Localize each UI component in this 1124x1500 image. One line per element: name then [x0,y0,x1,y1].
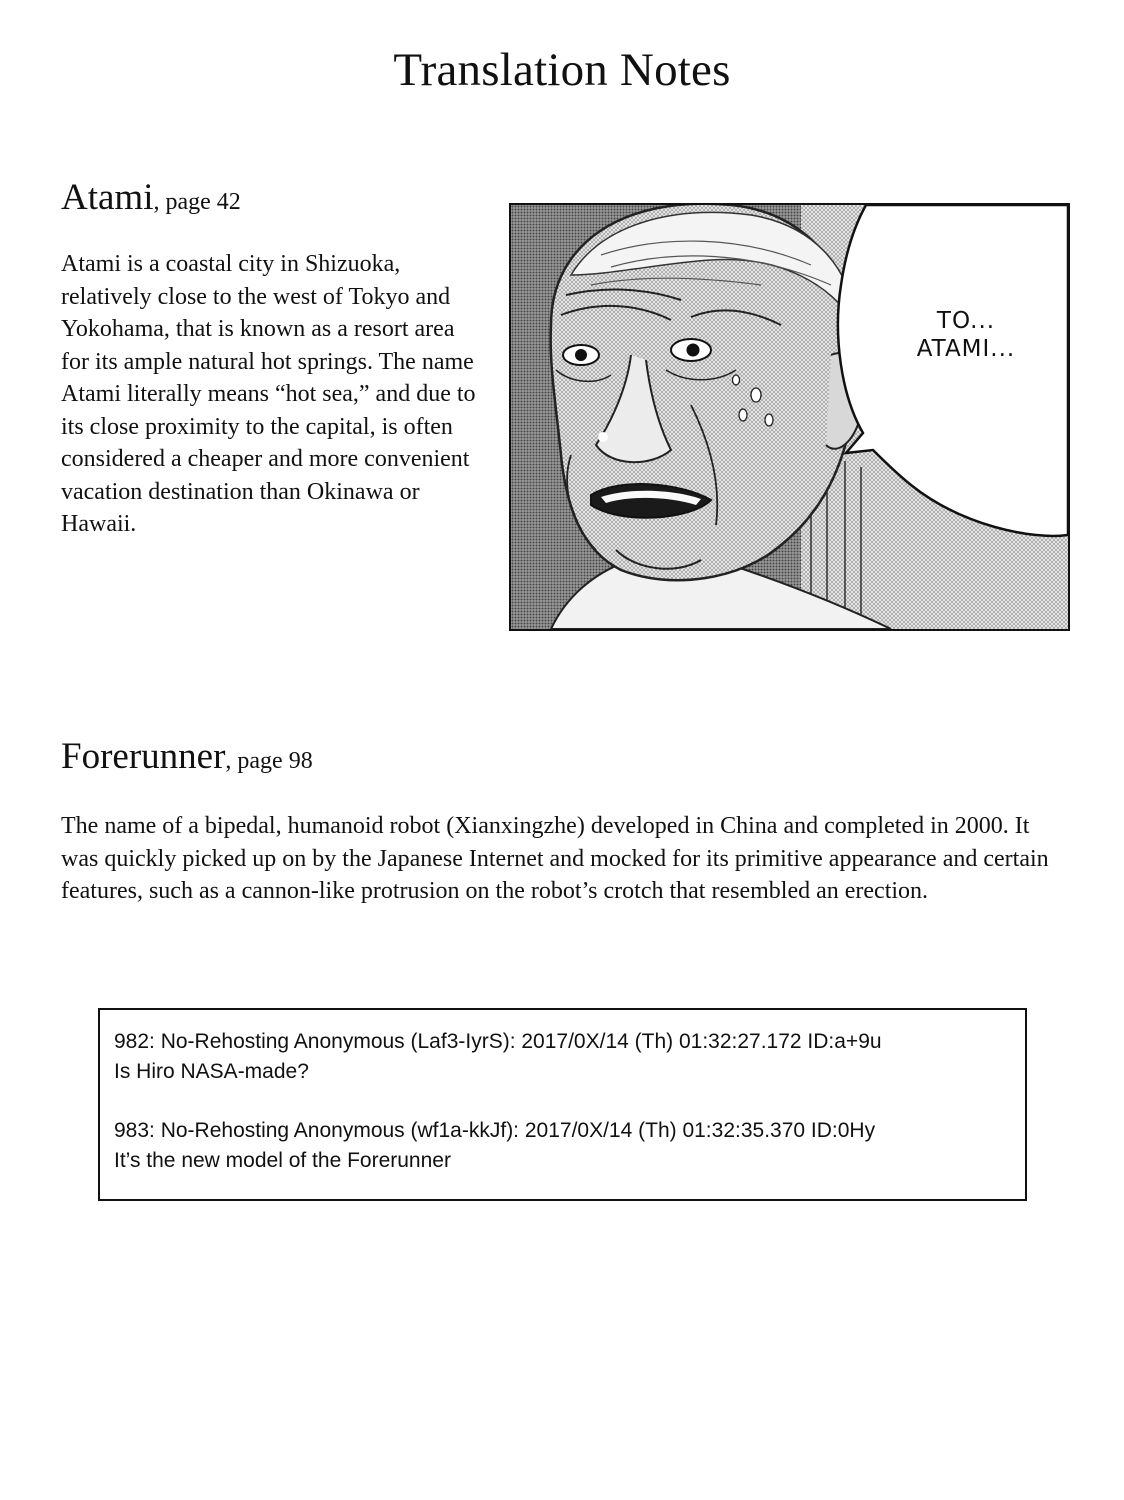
note-page-ref: , page 42 [153,189,241,215]
forum-post-message: Is Hiro NASA-made? [114,1060,309,1083]
speech-bubble-text: TO... ATAMI... [916,308,1016,362]
page-title: Translation Notes [393,44,731,96]
manga-panel-image [509,203,1070,631]
forum-post [114,1027,1011,1087]
forum-post-header: 983: No-Rehosting Anonymous (wf1a-kkJf): 2017/0X/14 (Th) 01:32:35.370 ID:0Hy [114,1119,876,1142]
manga-panel-artwork [511,205,1068,629]
note-term: Atami [61,177,154,218]
note-heading-forerunner [61,735,313,783]
note-body-forerunner: The name of a bipedal, humanoid robot (Xianxingzhe) developed in China and completed in 2000. It was quickly picked up on by the Japanese Internet and mocked for its primitive appearance and certain features, such as a cannon-like protrusion on the robot’s crotch that resembled an erection. [61,813,1049,904]
forum-post-header: 982: No-Rehosting Anonymous (Laf3-IyrS): 2017/0X/14 (Th) 01:32:27.172 ID:a+9u [114,1030,882,1053]
forum-post [114,1116,1011,1176]
note-term: Forerunner [61,736,226,777]
note-body-atami: Atami is a coastal city in Shizuoka, relatively close to the west of Tokyo and Yokohama, that is known as a resort area for its ample natural hot springs. The name Atami literally means “hot sea,” and due to its close proximity to the capital, is often considered a cheaper and more convenient vacation destination than Okinawa or Hawaii. [61,251,476,537]
note-page-ref: , page 98 [225,748,313,774]
note-heading-atami [61,176,241,224]
forum-post-message: It’s the new model of the Forerunner [114,1149,451,1172]
forum-post-box [98,1008,1027,1201]
